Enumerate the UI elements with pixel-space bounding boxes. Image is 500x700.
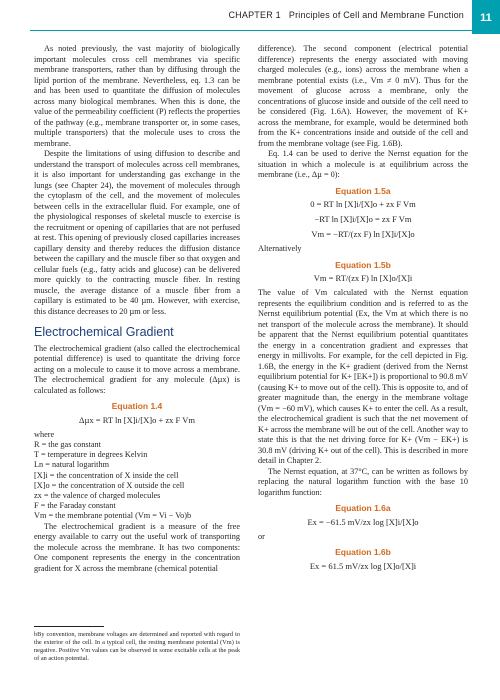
definition-item: zx = the valence of charged molecules (34, 491, 161, 501)
header-rule (30, 30, 500, 31)
definition-item: R = the gas constant (34, 440, 101, 449)
equation-title: Equation 1.5b (335, 259, 391, 270)
equation: Ex = 61.5 mV/zx log [X]o/[X]i (309, 560, 417, 571)
equation-title: Equation 1.4 (111, 401, 163, 411)
paragraph: Eq. 1.4 can be used to derive the Nernst equation for the situation in which a molecule is at equilibrium across the membrane (i.e., Δµ = 0): (258, 149, 468, 179)
paragraph: The Nernst equation, at 37°C, can be written as follows by replacing the natural logarithm function with the base 10 logarithm function: (258, 466, 468, 497)
definition-item: F = the Faraday constant (34, 501, 116, 511)
paragraph: Despite the limitations of using diffusion to describe and understand the transport of molecules across cell membranes, it is also important for understanding gas exchange in the lungs (see Chapter 24), the movement of molecules through the cytoplasm of the cell, and the movement of molecules between cells in the extracellular fluid. For example, one of the physiological responses of skeletal muscle to exercise is the recruitment or opening of capillaries that are not perfused at rest. This opening of previously closed capillaries increases capillary density and thereby reduces the diffusion distance between the capillary and the muscle fiber so that oxygen and cellular fuels (e.g., fatty acids and glucose) can be delivered more quickly to the contracting muscle fiber. In resting muscle, the average distance of a muscle fiber from a capillary is estimated to be 40 µm. However, with exercise, this distance decreases to 20 µm or less. (34, 149, 240, 316)
definition-item: T = temperature in degrees Kelvin (34, 450, 148, 460)
definition-item: Vm = the membrane potential (Vm = Vi − Vo)b (34, 511, 192, 521)
paragraph: The electrochemical gradient (also called the electrochemical potential difference) is used to quantitate the driving force acting on a molecule to cause it to move across a membrane. The electrochemical gradient for any molecule (Δµx) is calculated as follows: (34, 343, 240, 395)
paragraph: As noted previously, the vast majority of biologically important molecules cross cell membranes via specific membrane transporters, rather than by diffusing through the lipid portion of the membrane. Nevertheless, eq. 1.3 can be and has been used to quantitate the diffusion of molecules across many biological membranes. When this is done, the value of the permeability coefficient (P) reflects the properties of the pathway (e.g., membrane transporter or, in some cases, multiple transporters) that the molecule uses to cross the membrane. (34, 44, 240, 148)
equation: Vm = RT/(zx F) ln [X]o/[X]i (313, 273, 413, 283)
right-column (258, 44, 468, 576)
definition-item: Ln = natural logarithm (34, 460, 109, 470)
paragraph: The value of Vm calculated with the Nernst equation represents the equilibrium condition and is referred to as the Nernst equilibrium potential (Ex, the Vm at which there is no net transport of the molecule across the membrane). It should be apparent that the Nernst equilibrium potential quantitates the energy in a concentration gradient and expresses that energy in millivolts. For example, for the cell depicted in Fig. 1.6B, the energy in the K+ gradient (derived from the Nernst equilibrium potential for K+ [EK+]) is proportional to 90.8 mV (causing K+ to move out of the cell). This is opposite to, and of greater magnitude than, the energy in the membrane voltage (Vm = −60 mV), which causes K+ to enter the cell. As a result, the electrochemical gradient is such that the net movement of K+ across the membrane will be out of the cell. Another way to state this is that the net driving force for K+ (Vm − EK+) is 30.8 mV (driving K+ out of the cell). This is described in more detail in Chapter 2. (258, 288, 468, 465)
where-label: where (34, 429, 55, 439)
section-title: Electrochemical Gradient (34, 325, 174, 339)
chapter-title: Principles of Cell and Membrane Function (288, 10, 464, 20)
footnote: bBy convention, membrane voltages are determined and reported with regard to the exterior of the cell. In a typical cell, the resting membrane potential (Vm) is negative. Positive Vm values can be observed in some excitable cells at the peak of an action potential. (34, 631, 240, 662)
chapter-label: CHAPTER 1 (228, 10, 281, 20)
left-column (34, 44, 240, 574)
definition-item: [X]o = the concentration of X outside the cell (34, 480, 185, 490)
equation-title: Equation 1.6b (335, 547, 391, 557)
equation: Δµx = RT ln [X]i/[X]o + zx F Vm (79, 414, 195, 425)
equation: −RT ln [X]i/[X]o = zx F Vm (314, 214, 412, 224)
paragraph: difference). The second component (electrical potential difference) represents the energy associated with moving charged molecules (e.g., ions) across the membrane when a membrane potential exists (i.e., Vm ≠ 0 mV). Thus for the movement of glucose across a membrane, only the concentrations of glucose inside and outside of the cell need to be considered (Fig. 1.6A). However, the movement of K+ across the membrane, for example, would be determined both from the K+ concentrations inside and outside of the cell and from the membrane voltage (see Fig. 1.6B). (258, 44, 468, 148)
footnote-rule (34, 626, 104, 627)
paragraph: The electrochemical gradient is a measure of the free energy available to carry out the useful work of transporting the molecule across the membrane. It has two components: One component represents the energy in the concentration gradient for X across the membrane (chemical potential (34, 521, 240, 573)
equation-title: Equation 1.5a (335, 185, 391, 196)
definition-list (34, 440, 240, 522)
running-header (228, 10, 464, 20)
page-header (0, 0, 500, 34)
equation: Ex = −61.5 mV/zx log [X]i/[X]o (307, 516, 419, 527)
page-number: 11 (472, 0, 500, 34)
definition-item: [X]i = the concentration of X inside the cell (34, 470, 179, 480)
equation: 0 = RT ln [X]i/[X]o + zx F Vm (310, 199, 416, 209)
equation-title: Equation 1.6a (335, 503, 391, 513)
equation: Vm = −RT/(zx F) ln [X]i/[X]o (311, 229, 415, 239)
alternatively-label: Alternatively (258, 244, 302, 253)
or-label: or (258, 531, 265, 541)
